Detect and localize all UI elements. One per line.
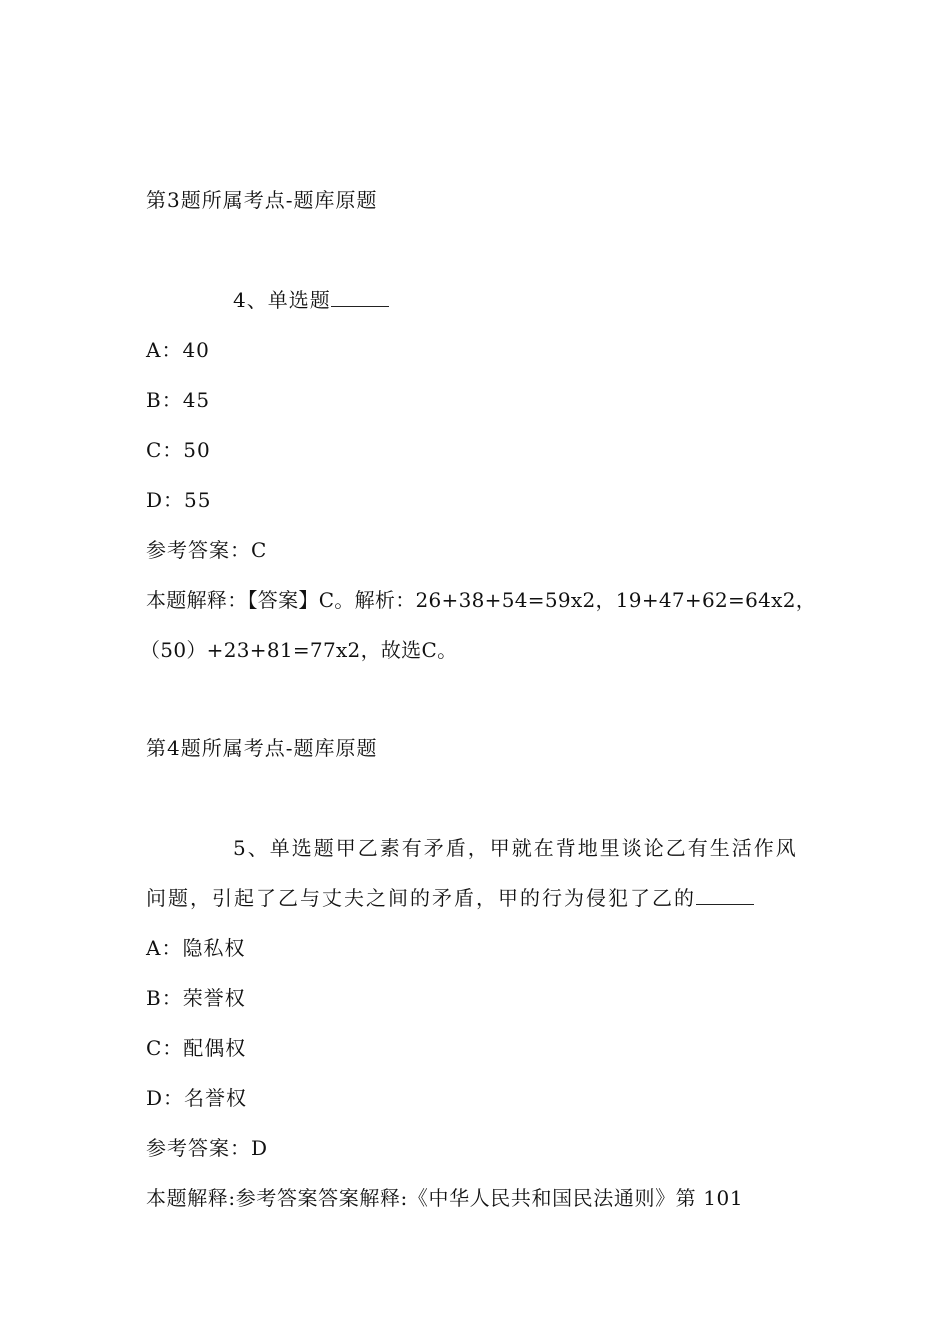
q4-explanation-line1: 本题解释：【答案】C。解析：26+38+54=59x2，19+47+62=64x2， [146, 588, 817, 612]
q5-prompt-line1: 5、单选题甲乙素有矛盾，甲就在背地里谈论乙有生活作风 [233, 836, 798, 860]
answer-blank [696, 886, 754, 905]
q5-option-a: A：隐私权 [146, 936, 246, 960]
q4-option-d: D：55 [146, 488, 212, 512]
q5-explanation-line1: 本题解释:参考答案答案解释:《中华人民共和国民法通则》第 101 [146, 1186, 744, 1210]
section4-heading: 第4题所属考点-题库原题 [146, 736, 378, 760]
q5-prompt-line2-text: 问题，引起了乙与丈夫之间的矛盾，甲的行为侵犯了乙的 [146, 886, 696, 910]
q4-answer: 参考答案：C [146, 538, 268, 562]
q4-option-c: C：50 [146, 438, 211, 462]
q5-option-d: D：名誉权 [146, 1086, 248, 1110]
answer-blank [331, 288, 389, 307]
q5-option-b: B：荣誉权 [146, 986, 246, 1010]
q4-prompt [233, 286, 389, 314]
section3-heading: 第3题所属考点-题库原题 [146, 188, 378, 212]
q5-answer: 参考答案：D [146, 1136, 269, 1160]
q4-option-b: B：45 [146, 388, 211, 412]
q4-option-a: A：40 [146, 338, 210, 362]
q5-prompt-line2 [146, 884, 754, 912]
q4-explanation-line2: （50）+23+81=77x2，故选C。 [140, 638, 458, 662]
q5-option-c: C：配偶权 [146, 1036, 247, 1060]
q4-prompt-text: 4、单选题 [233, 288, 331, 312]
